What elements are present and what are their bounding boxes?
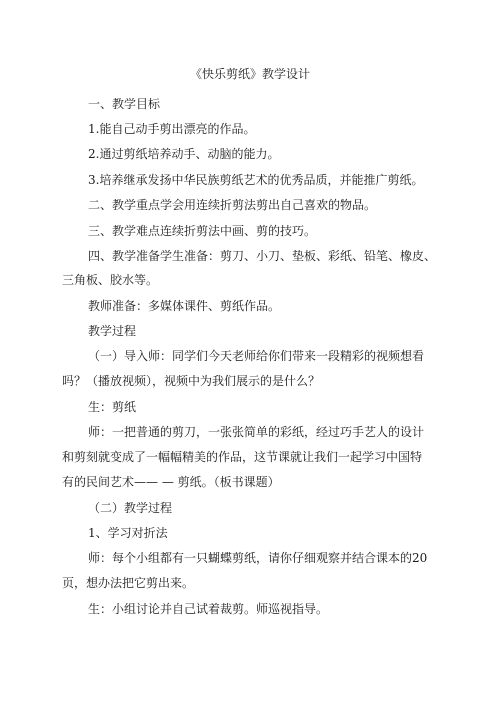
objective-3: 3.培养继承发扬中华民族剪纸艺术的优秀品质，并能推广剪纸。 xyxy=(88,173,424,187)
student-answer: 生：剪纸 xyxy=(88,400,137,414)
heading-teaching-process: （二）教学过程 xyxy=(88,501,173,515)
teacher-line-3: 有的民间艺术—— — 剪纸。（板书课题） xyxy=(62,475,280,489)
objective-2: 2.通过剪纸培养动手、动脑的能力。 xyxy=(88,147,280,161)
document-title: 《快乐剪纸》教学设计 xyxy=(189,67,310,81)
preparation-line-1: 四、教学准备学生准备：剪刀、小刀、垫板、彩纸、铅笔、橡皮、 xyxy=(88,249,437,263)
preparation-line-2: 三角板、胶水等。 xyxy=(62,273,159,287)
student-activity: 生：小组讨论并自己试着裁剪。师巡视指导。 xyxy=(88,602,329,616)
teacher-task-line-2: 页，想办法把它剪出来。 xyxy=(62,576,195,590)
teacher-task-line-1: 师：每个小组都有一只蝴蝶剪纸，请你仔细观察并结合课本的20 xyxy=(88,551,428,565)
intro-line-2: 吗？（播放视频），视频中为我们展示的是什么？ xyxy=(62,374,321,388)
teacher-line-1: 师：一把普通的剪刀，一张张简单的彩纸，经过巧手艺人的设计 xyxy=(88,425,425,439)
heading-process: 教学过程 xyxy=(88,324,137,338)
teacher-line-2: 和剪刻就变成了一幅幅精美的作品，这节课就让我们一起学习中国特 xyxy=(62,450,423,464)
teacher-preparation: 教师准备：多媒体课件、剪纸作品。 xyxy=(88,299,281,313)
key-point: 二、教学重点学会用连续折剪法剪出自己喜欢的物品。 xyxy=(88,198,377,212)
heading-fold-method: 1、学习对折法 xyxy=(88,526,168,540)
intro-line-1: （一）导入师：同学们今天老师给你们带来一段精彩的视频想看 xyxy=(88,349,425,363)
difficult-point: 三、教学难点连续折剪法中画、剪的技巧。 xyxy=(88,224,317,238)
heading-objectives: 一、教学目标 xyxy=(88,97,161,111)
objective-1: 1.能自己动手剪出漂亮的作品。 xyxy=(88,122,256,136)
